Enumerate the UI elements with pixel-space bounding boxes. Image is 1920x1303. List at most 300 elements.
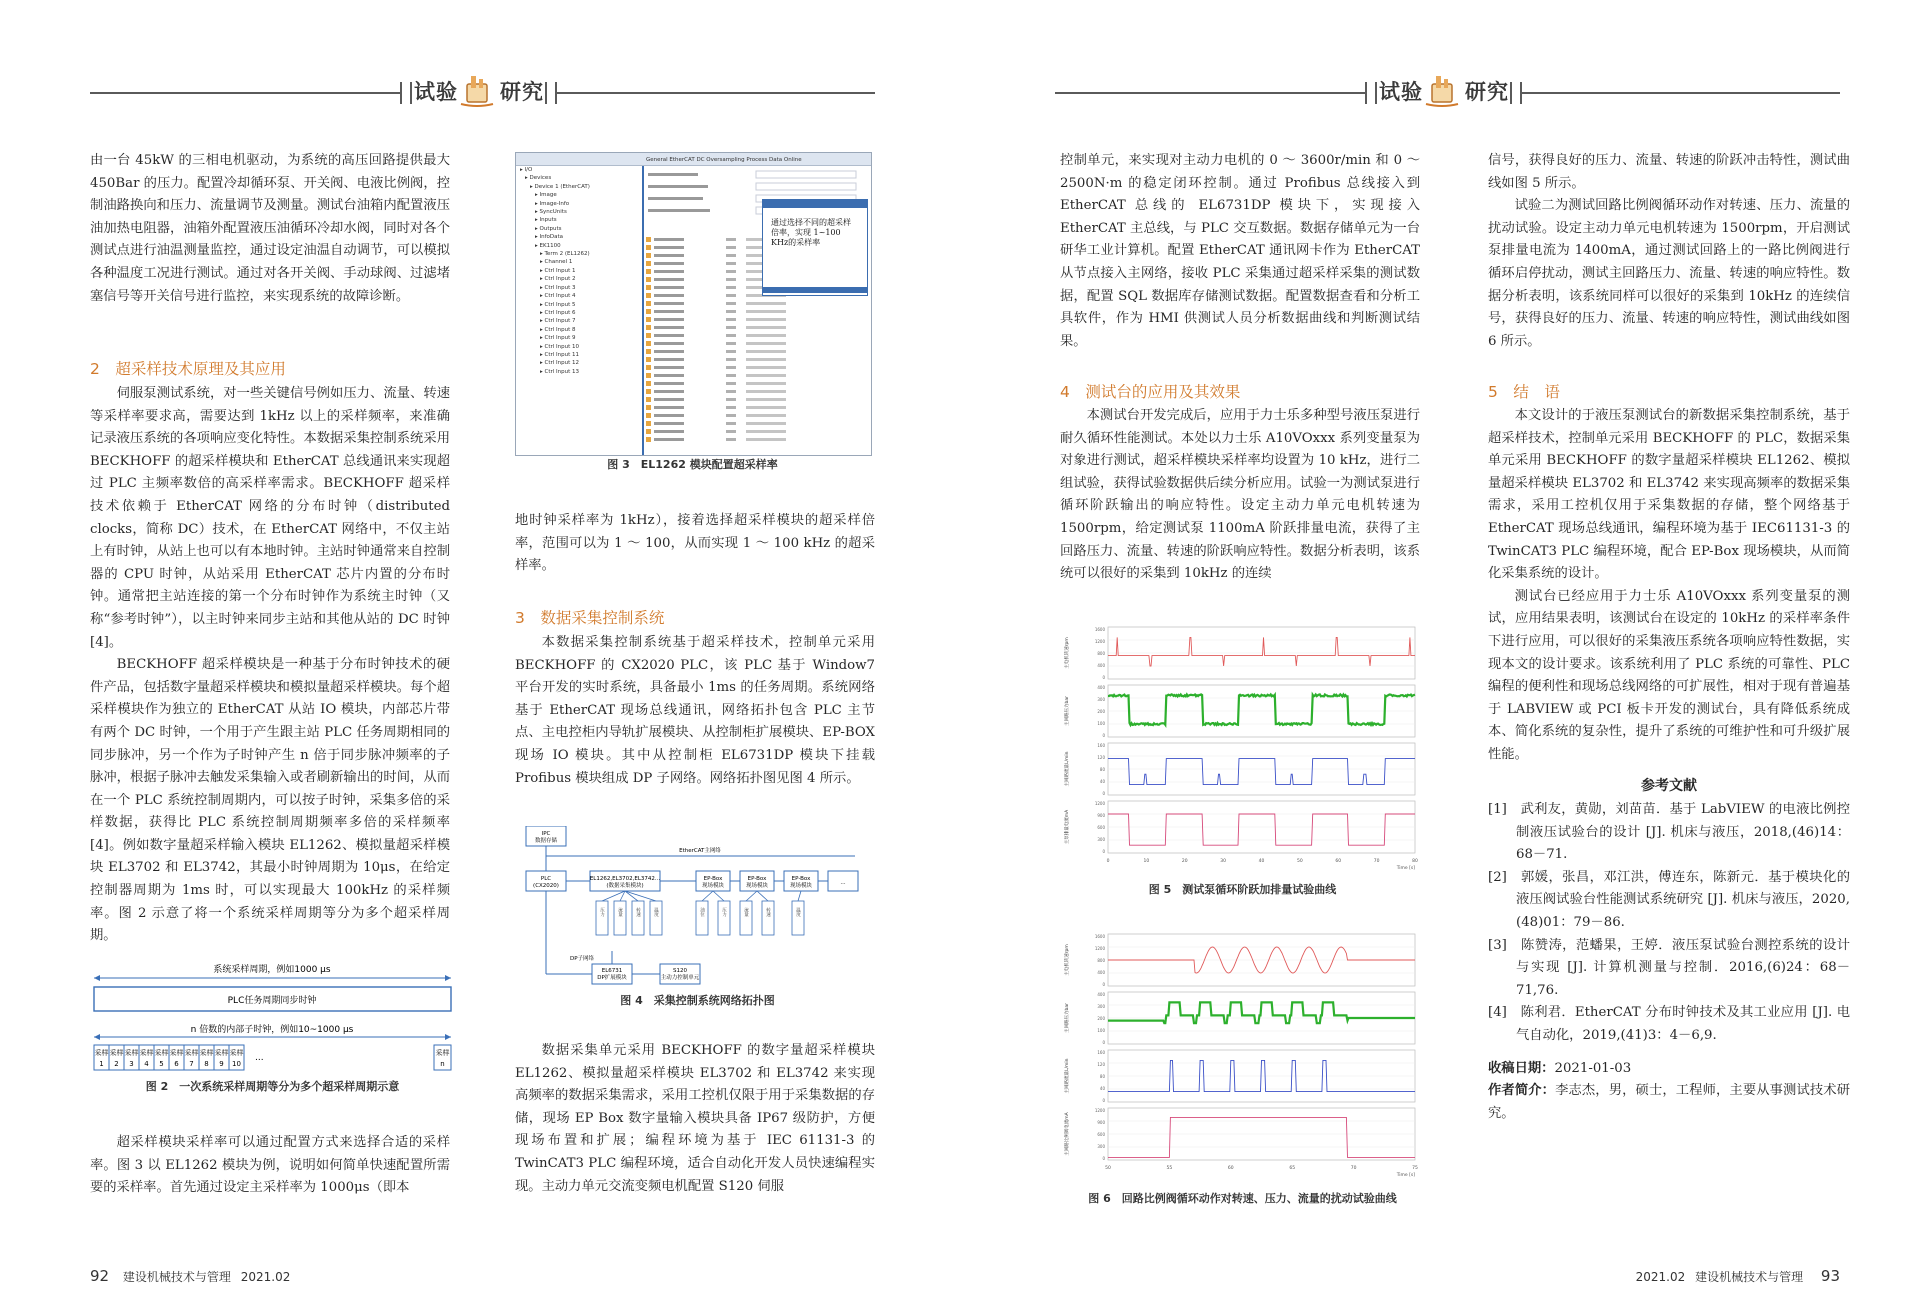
- strip-ytick: 80: [1099, 1074, 1105, 1079]
- fig3-row-type: [726, 318, 736, 321]
- fig3-tree-item: ▸ Ctrl Input 2: [540, 276, 576, 283]
- strip-ytick: 400: [1097, 663, 1105, 668]
- strip-ytick: 300: [1097, 1004, 1105, 1009]
- fig3-row-name: [654, 390, 684, 393]
- header-logo-icon: [1422, 70, 1462, 110]
- fig2-cell-number: 4: [144, 1060, 149, 1068]
- fig3-row-type: [726, 390, 736, 393]
- strip-ytick: 160: [1097, 1050, 1105, 1055]
- fig3-row-name: [654, 326, 684, 329]
- fig3-row-type: [726, 334, 736, 337]
- fig2-top-label: 系统采样周期，例如1000 μs: [213, 965, 331, 975]
- fig2-cell-number: n: [440, 1060, 445, 1068]
- right-page-header: [1055, 76, 1840, 110]
- received-date: 收稿日期：2021-01-03: [1488, 1060, 1632, 1076]
- fig2-cell-label: 采样: [94, 1049, 109, 1057]
- fig4-ep2: EP-Box: [747, 876, 767, 882]
- strip-ytick: 120: [1097, 1062, 1105, 1067]
- fig4-sensor-label: 流量: [743, 907, 749, 917]
- strip-xtick: 40: [1258, 859, 1265, 864]
- strip-xtick: 80: [1412, 859, 1418, 864]
- fig3-row-type: [726, 294, 736, 297]
- fig3-row-value: [746, 406, 786, 409]
- fig2-cell-label: 采样: [214, 1049, 229, 1057]
- fig3-tree-item: ▸ Ctrl Input 1: [540, 267, 576, 274]
- fig3-row-value: [746, 366, 786, 369]
- section-4-heading: 4 测试台的应用及其效果: [1060, 383, 1241, 401]
- strip-ytick: 0: [1102, 1040, 1105, 1045]
- fig3-row-value: [746, 374, 786, 377]
- fig4-sensor-link: [625, 891, 656, 901]
- fig3-row-value: [746, 398, 786, 401]
- fig4-sensor-label: 温度: [653, 907, 659, 917]
- strip-ytick: 100: [1097, 1028, 1105, 1033]
- strip-ylabel: 主回路流量L/min: [1065, 1058, 1070, 1094]
- strip-xtick: 50: [1297, 859, 1303, 864]
- paragraph: 伺服泵测试系统，对一些关键信号例如压力、流量、转速等采样率要求高，需要达到 1kHz 以上的采样频率，来准确记录液压系统的各项响应变化特性。本数据采集控制系统采用 BECKHOFF 的超采样模块和 EtherCAT 总线通讯来实现超过 PLC 主频率数倍的高采样率需求。BECKHOFF 超采样技术依赖于 EtherCAT 网络的分布时钟（distributed clocks，简称 DC）技术，在 EtherCAT 网络中，不仅主站上有时钟，从站上也可以有本地时钟。主站时钟通常来自控制器的 CPU 时钟，从站采用 EtherCAT 芯片内置的分布时钟。通常把主站连接的第一个分布时钟作为系统主时钟（又称“参考时钟”），以主时钟来同步主站和其他从站的 DC 时钟 [4]。: [90, 386, 450, 650]
- strip-ytick: 200: [1097, 1016, 1105, 1021]
- page-number: 93: [1820, 1267, 1840, 1285]
- section-2-heading: 2 超采样技术原理及其应用: [90, 360, 286, 378]
- strip-xlabel: Time [s]: [1396, 1173, 1415, 1178]
- strip-ytick: 0: [1102, 791, 1105, 796]
- issue: 2021.02: [1635, 1270, 1686, 1284]
- fig4-sensor-box: [696, 901, 708, 935]
- fig3-row-icon: [646, 365, 651, 370]
- fig3-row-icon: [646, 237, 651, 242]
- paragraph: 信号，获得良好的压力、流量、转速的阶跃冲击特性，测试曲线如图 5 所示。: [1488, 153, 1850, 191]
- fig3-row-icon: [646, 389, 651, 394]
- fig3-row-name: [654, 366, 684, 369]
- fig3-dropdown: [762, 199, 868, 296]
- fig2-cell-label: 采样: [184, 1049, 199, 1057]
- fig3-row-type: [726, 270, 736, 273]
- fig4-plc: PLC: [540, 876, 552, 882]
- fig3-row-value: [746, 390, 786, 393]
- column-3-body: [1060, 405, 1420, 586]
- fig3-row-icon: [646, 325, 651, 330]
- left-footer: [90, 1267, 290, 1285]
- fig3-row-name: [654, 358, 684, 361]
- fig3-row-name: [654, 350, 684, 353]
- fig3-tree-item: ▸ Device 1 (EtherCAT): [530, 183, 590, 190]
- left-page-header: [90, 76, 875, 110]
- strip-ytick: 0: [1102, 982, 1105, 987]
- fig3-row-icon: [646, 405, 651, 410]
- fig4-s120: S120: [673, 968, 687, 974]
- fig2-cell-number: 7: [189, 1060, 194, 1068]
- strip-xtick: 50: [1105, 1166, 1111, 1171]
- figure-5-chart: [1060, 625, 1425, 895]
- fig3-row-type: [726, 430, 736, 433]
- column-2-top: [515, 510, 875, 578]
- strip-ylabel: 主回路压力bar: [1065, 696, 1070, 726]
- fig4-main-sub: (数据采集模块): [606, 883, 644, 889]
- fig3-tree-item: ▸ Image: [535, 192, 557, 199]
- paragraph: 控制单元，来实现对主动力电机的 0 ～ 3600r/min 和 0 ～ 2500N·m 的稳定闭环控制。通过 Profibus 总线接入到 EtherCAT 总线的 EL6731DP 模块下，实现接入 EtherCAT 主总线，与 PLC 交互数据。数据存储单元为一台研华工业计算机。配置 EtherCAT 通讯网卡作为 EtherCAT 从节点接入主网络，接收 PLC 采集通过超采样采集的测试数据，配置 SQL 数据库存储测试数据。配置数据查看和分析工具软件，作为 HMI 供测试人员分析数据曲线和判断测试结果。: [1060, 153, 1420, 349]
- fig3-row-name: [654, 406, 684, 409]
- section-3-heading: 3 数据采集控制系统: [515, 609, 665, 627]
- strip-xlabel: Time [s]: [1396, 866, 1415, 871]
- fig3-row-type: [726, 366, 736, 369]
- fig3-row-name: [654, 310, 684, 313]
- page-number: 92: [90, 1267, 110, 1285]
- fig3-row-name: [654, 254, 684, 257]
- fig2-dots: ...: [255, 1053, 264, 1063]
- fig3-tree-item: ▸ Inputs: [535, 217, 557, 224]
- fig2-cell-number: 2: [114, 1060, 119, 1068]
- fig3-row-name: [654, 342, 684, 345]
- fig3-row-type: [726, 414, 736, 417]
- fig3-row-value: [746, 302, 786, 305]
- fig4-sensor-label: 转速: [765, 907, 771, 917]
- fig4-sensor-box: [614, 901, 626, 935]
- journal-name: 建设机械技术与管理: [122, 1270, 231, 1284]
- fig4-ipc-sub: 数据存储: [534, 838, 558, 844]
- fig3-tree-panel: [516, 166, 644, 456]
- strip-ytick: 400: [1097, 685, 1105, 690]
- fig3-tree-item: ▸ InfoData: [535, 234, 564, 241]
- fig3-row-type: [726, 310, 736, 313]
- strip-ytick: 900: [1097, 1120, 1105, 1125]
- fig3-row-type: [726, 382, 736, 385]
- paragraph: 试验二为测试回路比例阀循环动作对转速、压力、流量的扰动试验。设定主动力单元电机转速为 1500rpm，开启测试泵排量电流为 1400mA，通过测试回路上的一路比例阀进行循环启停扰动，测试主回路压力、流量、转速的响应特性。数据分析表明，该系统同样可以很好的采集到 10kHz 的连续信号，获得良好的压力、流量、转速的响应特性，测试曲线如图 6 所示。: [1488, 198, 1850, 349]
- fig3-row-value: [746, 318, 786, 321]
- strip-ytick: 400: [1097, 970, 1105, 975]
- fig4-sensor-box: [596, 901, 608, 935]
- references-heading: 参考文献: [1641, 777, 1697, 794]
- fig2-cell-number: 5: [159, 1060, 164, 1068]
- fig2-cell-label: 采样: [154, 1049, 169, 1057]
- fig4-sensor-label: 转速: [635, 907, 641, 917]
- strip-ylabel: 主回路流量L/min: [1065, 751, 1070, 787]
- strip-ytick: 900: [1097, 813, 1105, 818]
- author-bio: 作者简介：李志杰，男，硕士，工程师，主要从事测试技术研究。: [1488, 1083, 1851, 1121]
- fig4-s120-sub: 主动力控制单元: [660, 975, 700, 981]
- fig3-row-icon: [646, 277, 651, 282]
- strip-ytick: 600: [1097, 825, 1105, 830]
- fig3-row-name: [654, 294, 684, 297]
- strip-ylabel: 主泵排量电流mA: [1065, 809, 1070, 845]
- fig2-cell-label: 采样: [199, 1049, 214, 1057]
- fig3-row-name: [654, 414, 684, 417]
- fig4-sub: DP子网络: [570, 956, 595, 962]
- fig4-sensor-box: [650, 901, 662, 935]
- fig3-row-icon: [646, 421, 651, 426]
- fig3-row-icon: [646, 357, 651, 362]
- fig3-tree-item: ▸ Ctrl Input 13: [540, 368, 580, 375]
- strip-ytick: 40: [1099, 779, 1105, 784]
- right-footer: [1636, 1267, 1840, 1285]
- fig3-tree-item: ▸ SyncUnits: [535, 209, 567, 216]
- fig3-row-type: [726, 350, 736, 353]
- strip-ytick: 1200: [1094, 1108, 1105, 1113]
- fig4-sensor-label: 油位: [699, 907, 705, 917]
- reference-item: [4] 陈利君．EtherCAT 分布时钟技术及其工业应用 [J]. 电气自动化，2019,(41)3：4－6,9.: [1488, 1005, 1850, 1044]
- column-2-mid: [515, 632, 875, 790]
- fig3-row-icon: [646, 413, 651, 418]
- fig3-row-name: [654, 430, 684, 433]
- fig3-tree-item: ▸ Devices: [525, 175, 552, 182]
- fig4-sensor-box: [632, 901, 644, 935]
- fig2-cell-number: 1: [99, 1060, 104, 1068]
- fig4-ep1-sub: 现场模块: [701, 883, 725, 889]
- fig3-row-value: [746, 310, 786, 313]
- strip-xtick: 70: [1350, 1166, 1357, 1171]
- strip-ytick: 800: [1097, 651, 1105, 656]
- paragraph: 本数据采集控制系统基于超采样技术，控制单元采用 BECKHOFF 的 CX2020 PLC，该 PLC 基于 Window7 平台开发的实时系统，具备最小 1ms 的任务周期。系统网络基于 EtherCAT 现场总线通讯，网络拓扑包含 PLC 主节点、主电控柜内导轨扩展模块、从控制柜扩展模块、EP-BOX 现场 IO 模块。其中从控制柜 EL6731DP 模块下挂载 Profibus 模块组成 DP 子网络。网络拓扑图见图 4 所示。: [515, 635, 875, 786]
- figure-5-caption: 图 5 测试泵循环阶跃加排量试验曲线: [1148, 883, 1337, 896]
- fig4-sensor-link: [602, 891, 625, 901]
- fig3-row-type: [726, 358, 736, 361]
- fig2-cell-number: 9: [219, 1060, 224, 1068]
- fig4-sensor-link: [702, 891, 713, 901]
- fig2-mid-label: n 倍数的内部子时钟，例如10~1000 μs: [190, 1025, 354, 1035]
- fig3-row-icon: [646, 429, 651, 434]
- fig2-cell-number: 8: [204, 1060, 209, 1068]
- fig3-row-name: [654, 302, 684, 305]
- strip-ytick: 0: [1102, 733, 1105, 738]
- fig4-sensor-link: [757, 891, 768, 901]
- fig4-ep2-sub: 现场模块: [745, 883, 769, 889]
- paragraph: BECKHOFF 超采样模块是一种基于分布时钟技术的硬件产品，包括数字量超采样模块和模拟量超采样模块。每个超采样模块作为独立的 EtherCAT 从站 IO 模块，内部芯片带有两个 DC 时钟，一个用于产生跟主站 PLC 任务周期相同的同步脉冲，另一个作为子时钟产生 n 倍于同步脉冲频率的子脉冲，根据子脉冲去触发采集输入或者刷新输出的时间，从而在一个 PLC 系统控制周期内，可以按子时钟，采集多倍的采样数据，获得比 PLC 系统控制周期频率多倍的采样频率 [4]。例如数字量超采样输入模块 EL1262、模拟量超采样模块 EL3702 和 EL3742，其最小时钟周期为 10μs，在给定控制器周期为 1ms 时，可以实现最大 100kHz 的采样频率。图 2 示意了将一个系统采样周期等分为多个超采样周期。: [90, 657, 450, 944]
- fig2-cell-label: 采样: [109, 1049, 124, 1057]
- fig2-bar-label: PLC任务周期同步时钟: [227, 996, 317, 1006]
- fig4-ep3-sub: 现场模块: [789, 883, 813, 889]
- fig4-main: EL1262,EL3702,EL3742...: [589, 876, 661, 882]
- fig3-tree-item: ▸ Ctrl Input 10: [540, 343, 580, 350]
- fig3-row-icon: [646, 293, 651, 298]
- fig4-sensor-box: [762, 901, 774, 935]
- fig3-tree-item: ▸ Ctrl Input 5: [540, 301, 576, 308]
- fig4-sensor-label: 流量: [617, 907, 623, 917]
- fig2-cell-label: 采样: [169, 1049, 184, 1057]
- paragraph: 本测试台开发完成后，应用于力士乐多种型号液压泵进行耐久循环性能测试。本处以力士乐 A10VOxxx 系列变量泵为对象进行测试，超采样模块采样率均设置为 10 kHz，进行二组试验，获得试验数据供后续分析应用。试验一为测试泵进行循环阶跃输出的响应特性。设定主动力单元电机转速为 1500rpm，给定测试泵 1100mA 阶跃排量电流，获得了主回路压力、流量、转速的阶跃响应特性。数据分析表明，该系统可以很好的采集到 10kHz 的连续: [1060, 408, 1420, 582]
- reference-item: [2] 郭媛，张昌，邓江洪，傅连东，陈新元．基于模块化的液压阀试验台性能测试系统研究 [J]. 机床与液压，2020,(48)01：79－86.: [1488, 869, 1850, 931]
- fig3-tree-item: ▸ Channel 1: [540, 259, 573, 266]
- strip-xtick: 0: [1106, 859, 1110, 864]
- fig3-row-icon: [646, 301, 651, 306]
- header-title-2: 研究: [500, 80, 544, 104]
- figure-6-caption: 图 6 回路比例阀循环动作对转速、压力、流量的扰动试验曲线: [1088, 1192, 1397, 1205]
- fig3-row-value: [746, 422, 786, 425]
- fig3-row-type: [726, 398, 736, 401]
- fig4-sensor-box: [718, 901, 730, 935]
- fig4-plc-sub: (CX2020): [533, 883, 559, 889]
- strip-xtick: 10: [1143, 859, 1150, 864]
- fig3-row-icon: [646, 245, 651, 250]
- strip-xtick: 30: [1220, 859, 1226, 864]
- strip-xtick: 20: [1181, 859, 1188, 864]
- fig3-tree-item: ▸ Ctrl Input 4: [540, 293, 576, 300]
- fig3-row-type: [726, 246, 736, 249]
- fig3-row-value: [746, 382, 786, 385]
- strip-ylabel: 主回路比例阀电流mA: [1065, 1112, 1070, 1156]
- fig4-sensor-label: 温度: [795, 907, 801, 917]
- strip-ytick: 1200: [1094, 801, 1105, 806]
- fig4-bus: EtherCAT主网络: [679, 848, 721, 854]
- strip-ylabel: 主电机转速rpm: [1065, 944, 1070, 976]
- fig4-sensor-link: [798, 891, 801, 901]
- references-list: [1488, 799, 1850, 1048]
- fig3-row-value: [746, 430, 786, 433]
- strip-ytick: 0: [1102, 849, 1105, 854]
- fig3-row-icon: [646, 333, 651, 338]
- figure-6-chart: [1060, 932, 1425, 1204]
- strip-xtick: 60: [1335, 859, 1342, 864]
- column-4-body: [1488, 405, 1850, 1125]
- column-1-top: [90, 150, 450, 308]
- strip-ytick: 1600: [1094, 934, 1105, 939]
- strip-ytick: 160: [1097, 743, 1105, 748]
- fig3-row-icon: [646, 397, 651, 402]
- paragraph: 由一台 45kW 的三相电机驱动，为系统的高压回路提供最大 450Bar 的压力。配置冷却循环泵、开关阀、电液比例阀，控制油路换向和压力、流量调节及测量。测试台油箱内配置液压油加热电阻器，油箱外配置液压油循环冷却水阀，同时对各个测试点进行油温测量监控，通过设定油温自动调节，可以模拟各种温度工况进行测试。通过对各开关阀、手动球阀、过滤堵塞信号等开关信号进行监控，来实现系统的故障诊断。: [90, 153, 450, 304]
- fig3-row-type: [726, 326, 736, 329]
- fig3-row-icon: [646, 437, 651, 442]
- strip-ytick: 80: [1099, 767, 1105, 772]
- strip-ytick: 300: [1097, 1144, 1105, 1149]
- fig3-row-name: [654, 318, 684, 321]
- fig3-row-type: [726, 342, 736, 345]
- fig3-row-value: [746, 438, 786, 441]
- fig3-row-type: [726, 438, 736, 441]
- strip-ytick: 300: [1097, 837, 1105, 842]
- fig3-row-value: [746, 326, 786, 329]
- fig3-row-value: [746, 414, 786, 417]
- strip-ytick: 1200: [1094, 946, 1105, 951]
- fig3-row-value: [746, 358, 786, 361]
- column-4-top: [1488, 150, 1850, 353]
- fig3-tree-item: ▸ Outputs: [535, 225, 562, 232]
- fig3-tabs: General EtherCAT DC Oversampling Process Data Online: [646, 157, 802, 163]
- fig2-cell-label: 采样: [139, 1049, 154, 1057]
- strip-xtick: 70: [1373, 859, 1380, 864]
- strip-ytick: 400: [1097, 992, 1105, 997]
- fig3-row-name: [654, 246, 684, 249]
- fig4-ep1: EP-Box: [703, 876, 723, 882]
- fig4-sensor-label: 压力: [599, 907, 605, 917]
- reference-item: [1] 武利友，黄勋，刘苗苗．基于 LabVIEW 的电液比例控制液压试验台的设计 [J]. 机床与液压，2018,(46)14：68－71.: [1488, 802, 1850, 863]
- figure-3-screenshot: [515, 152, 872, 456]
- strip-ytick: 40: [1099, 1086, 1105, 1091]
- paragraph: 超采样模块采样率可以通过配置方式来选择合适的采样率。图 3 以 EL1262 模块为例，说明如何简单快速配置所需要的采样率。首先通过设定主采样率为 1000μs（即本: [90, 1135, 450, 1196]
- reference-item: [3] 陈赞涛，范蟠果，王婷．液压泵试验台测控系统的设计与实现 [J]. 计算机测量与控制．2016,(6)24：68－71,76.: [1488, 937, 1850, 998]
- header-logo-icon: [457, 70, 497, 110]
- fig3-row-type: [726, 374, 736, 377]
- fig3-callout: 通过选择不同的超采样倍率，实现 1~100 KHz的采样率: [771, 218, 851, 247]
- fig2-cell-number: 10: [232, 1060, 241, 1068]
- fig3-row-icon: [646, 381, 651, 386]
- strip-ytick: 0: [1102, 675, 1105, 680]
- fig3-row-name: [654, 374, 684, 377]
- strip-ytick: 200: [1097, 709, 1105, 714]
- fig2-cell-number: 6: [174, 1060, 179, 1068]
- fig3-row-name: [654, 262, 684, 265]
- column-3-top: [1060, 150, 1420, 353]
- strip-ytick: 600: [1097, 1132, 1105, 1137]
- fig4-sensor-link: [746, 891, 757, 901]
- strip-ytick: 1600: [1094, 627, 1105, 632]
- header-title-1: 试验: [1379, 80, 1423, 104]
- fig3-row-name: [654, 278, 684, 281]
- fig3-row-type: [726, 406, 736, 409]
- strip-ylabel: 主电机转速rpm: [1065, 637, 1070, 669]
- fig3-row-value: [746, 350, 786, 353]
- fig3-row-type: [726, 278, 736, 281]
- fig3-tree-item: ▸ Ctrl Input 11: [540, 351, 580, 358]
- fig3-tree-item: ▸ Image-Info: [535, 200, 570, 207]
- strip-xtick: 75: [1412, 1166, 1418, 1171]
- fig3-row-icon: [646, 349, 651, 354]
- fig3-row-type: [726, 238, 736, 241]
- fig3-row-icon: [646, 341, 651, 346]
- strip-ytick: 300: [1097, 697, 1105, 702]
- fig3-row-name: [654, 270, 684, 273]
- fig4-sensor-box: [792, 901, 804, 935]
- fig3-tree-item: ▸ Ctrl Input 6: [540, 309, 576, 316]
- fig3-tree-item: ▸ Ctrl Input 12: [540, 360, 580, 367]
- fig3-row-value: [746, 342, 786, 345]
- fig3-row-type: [726, 286, 736, 289]
- fig3-row-name: [654, 238, 684, 241]
- fig3-row-type: [726, 302, 736, 305]
- strip-ytick: 0: [1102, 1098, 1105, 1103]
- figure-3-caption: 图 3 EL1262 模块配置超采样率: [607, 458, 778, 471]
- strip-ytick: 1200: [1094, 639, 1105, 644]
- fig2-cell-label: 采样: [124, 1049, 139, 1057]
- column-2-bottom: [515, 1040, 875, 1198]
- strip-xtick: 65: [1289, 1166, 1296, 1171]
- figure-4-caption: 图 4 采集控制系统网络拓扑图: [620, 994, 775, 1007]
- fig3-tree-item: ▸ I/O: [520, 167, 533, 173]
- fig3-tree-item: ▸ Ctrl Input 9: [540, 335, 576, 342]
- fig3-row-icon: [646, 269, 651, 274]
- header-title-1: 试验: [414, 80, 458, 104]
- fig3-row-name: [654, 438, 684, 441]
- fig3-row-type: [726, 254, 736, 257]
- header-title-2: 研究: [1465, 80, 1509, 104]
- journal-name: 建设机械技术与管理: [1695, 1270, 1804, 1284]
- column-1-body: [90, 383, 450, 948]
- fig2-cell-label: 采样: [229, 1049, 244, 1057]
- fig3-row-icon: [646, 253, 651, 258]
- fig3-tree-item: ▸ EK1100: [535, 242, 561, 249]
- fig4-ep3: EP-Box: [791, 876, 811, 882]
- fig2-cell-label: 采样: [435, 1049, 450, 1057]
- fig3-tree-item: ▸ Ctrl Input 7: [540, 318, 576, 325]
- fig4-sensor-label: 压力: [721, 907, 727, 917]
- fig3-row-name: [654, 398, 684, 401]
- fig3-tree-item: ▸ Term 2 (EL1262): [540, 251, 590, 258]
- strip-ytick: 800: [1097, 958, 1105, 963]
- issue: 2021.02: [240, 1270, 291, 1284]
- strip-ytick: 100: [1097, 721, 1105, 726]
- fig4-dp: EL6731: [601, 968, 623, 974]
- figure-2: [90, 962, 455, 1092]
- fig3-row-name: [654, 334, 684, 337]
- fig4-dots: ...: [840, 880, 846, 886]
- paragraph: 本文设计的于液压泵测试台的新数据采集控制系统，基于超采样技术，控制单元采用 BECKHOFF 的 PLC，数据采集单元采用 BECKHOFF 的数字量超采样模块 EL1262、模拟量超采样模块 EL3702 和 EL3742 来实现高频率的数据采集需求，采用工控机仅用于采集数据的存储，整个网络基于 EtherCAT 现场总线通讯，编程环境为基于 IEC61131-3 的 TwinCAT3 PLC 编程环境，配合 EP-Box 现场模块，从而简化采集系统的设计。: [1488, 408, 1850, 582]
- column-1-bottom: [90, 1132, 450, 1200]
- paragraph: 测试台已经应用于力士乐 A10VOxxx 系列变量泵的测试，应用结果表明，该测试台在设定的 10kHz 的采样率条件下进行应用，可以很好的采集液压系统各项响应特性数据，实现本文的设计要求。该系统利用了 PLC 系统的可靠性、PLC 编程的便利性和现场总线网络的可扩展性，相对于现有普遍基于 LABVIEW 或 PCI 板卡开发的测试台，具有降低系统成本、简化系统的复杂性，提升了系统的可维护性和可升级扩展性能。: [1488, 588, 1850, 762]
- fig3-row-icon: [646, 373, 651, 378]
- fig3-row-name: [654, 422, 684, 425]
- fig4-ipc: IPC: [541, 831, 551, 837]
- fig4-sensor-link: [713, 891, 724, 901]
- fig2-cell-number: 3: [129, 1060, 134, 1068]
- fig3-row-icon: [646, 309, 651, 314]
- paragraph: 数据采集单元采用 BECKHOFF 的数字量超采样模块 EL1262、模拟量超采样模块 EL3702 和 EL3742 来实现高频率的数据采集需求，采用工控机仅限于用于采集数据的存储，现场 EP Box 数字量输入模块具备 IP67 级防护，方便现场布置和扩展；编程环境为基于 IEC 61131-3 的 TwinCAT3 PLC 编程环境，适合自动化开发人员快速编程实现。主动力单元交流变频电机配置 S120 伺服: [515, 1043, 875, 1194]
